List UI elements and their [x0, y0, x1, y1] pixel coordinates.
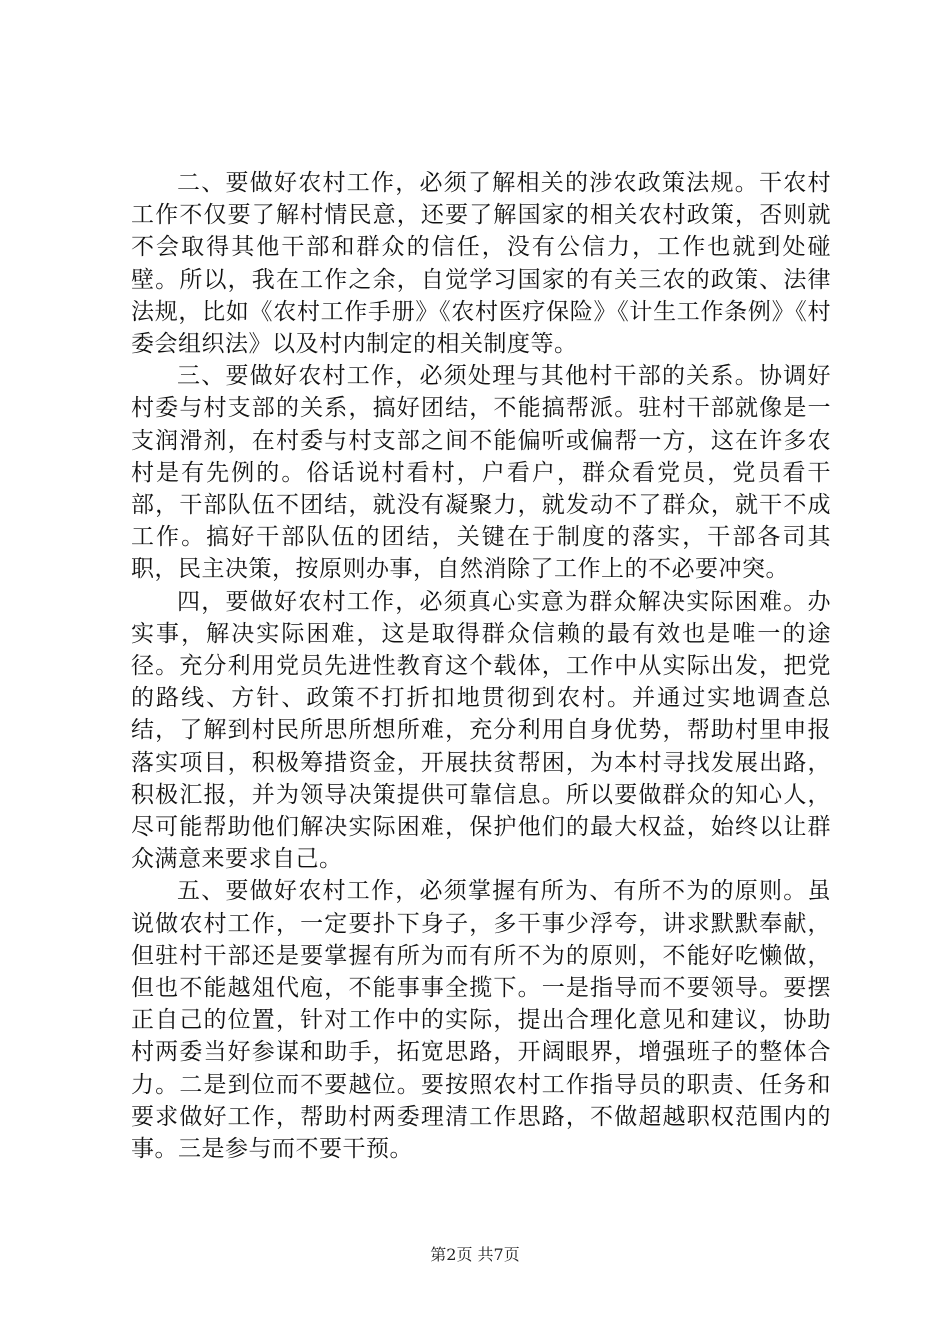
document-body [131, 167, 831, 1165]
paragraph-section-2: 二、要做好农村工作，必须了解相关的涉农政策法规。干农村工作不仅要了解村情民意，还要了解国家的相关农村政策，否则就不会取得其他干部和群众的信任，没有公信力，工作也就到处碰壁。所以，我在工作之余，自觉学习国家的有关三农的政策、法律法规，比如《农村工作手册》《农村医疗保险》《计生工作条例》《村委会组织法》以及村内制定的相关制度等。 [131, 170, 831, 358]
paragraph-section-4: 四，要做好农村工作，必须真心实意为群众解决实际困难。办实事，解决实际困难，这是取得群众信赖的最有效也是唯一的途径。充分利用党员先进性教育这个载体，工作中从实际出发，把党的路线、方针、政策不打折扣地贯彻到农村。并通过实地调查总结，了解到村民所思所想所难，充分利用自身优势，帮助村里申报落实项目，积极筹措资金，开展扶贫帮困，为本村寻找发展出路，积极汇报，并为领导决策提供可靠信息。所以要做群众的知心人，尽可能帮助他们解决实际困难，保护他们的最大权益，始终以让群众满意来要求自己。 [131, 588, 831, 873]
paragraph-section-3: 三、要做好农村工作，必须处理与其他村干部的关系。协调好村委与村支部的关系，搞好团结，不能搞帮派。驻村干部就像是一支润滑剂，在村委与村支部之间不能偏听或偏帮一方，这在许多农村是有先例的。俗话说村看村，户看户，群众看党员，党员看干部，干部队伍不团结，就没有凝聚力，就发动不了群众，就干不成工作。搞好干部队伍的团结，关键在于制度的落实，干部各司其职，民主决策，按原则办事，自然消除了工作上的不必要冲突。 [131, 363, 831, 583]
page-number-footer: 第2页 共7页 [430, 1245, 520, 1264]
paragraph-section-5: 五、要做好农村工作，必须掌握有所为、有所不为的原则。虽说做农村工作，一定要扑下身子，多干事少浮夸，讲求默默奉献，但驻村干部还是要掌握有所为而有所不为的原则，不能好吃懒做，但也不能越俎代庖，不能事事全揽下。一是指导而不要领导。要摆正自己的位置，针对工作中的实际，提出合理化意见和建议，协助村两委当好参谋和助手，拓宽思路，开阔眼界，增强班子的整体合力。二是到位而不要越位。要按照农村工作指导员的职责、任务和要求做好工作，帮助村两委理清工作思路，不做超越职权范围内的事。三是参与而不要干预。 [131, 878, 831, 1163]
